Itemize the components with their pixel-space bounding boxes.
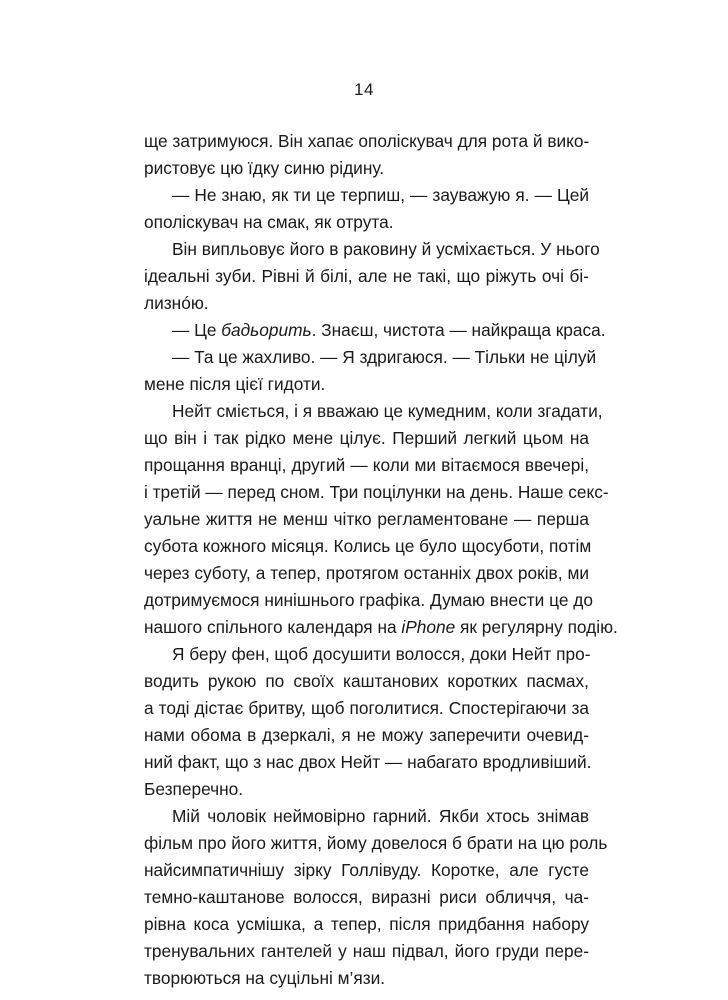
text-line: творюються на суцільні м’язи. bbox=[144, 968, 386, 988]
text-line: фільм про його життя, йому довелося б брати на цю роль bbox=[144, 833, 608, 853]
text-line: субота кожного місяця. Колись це було щосуботи, потім bbox=[144, 536, 592, 556]
text-line: найсимпатичнішу зірку Голлівуду. Коротке, але густе bbox=[144, 860, 589, 880]
text-line bbox=[144, 614, 618, 641]
text-line: Нейт сміється, і я вважаю це кумедним, коли згадати, bbox=[172, 401, 603, 421]
text-line: через суботу, а тепер, протягом останніх двох років, ми bbox=[144, 563, 589, 583]
text-line: Безперечно. bbox=[144, 779, 244, 799]
text-line: а тоді дістає бритву, щоб поголитися. Спостерігаючи за bbox=[144, 698, 589, 718]
text-line: Він випльовує його в раковину й усміхається. У нього bbox=[172, 239, 600, 259]
text-line: темно-каштанове волосся, виразні риси обличчя, ча- bbox=[144, 887, 589, 907]
text-line: ополіскувач на смак, як отрута. bbox=[144, 212, 394, 232]
text-line: Мій чоловік неймовірно гарний. Якби хтось знімав bbox=[172, 806, 589, 826]
text-line: рівна коса усмішка, а тепер, після придбання набору bbox=[144, 914, 589, 934]
text-line: Я беру фен, щоб досушити волосся, доки Нейт про- bbox=[172, 644, 591, 664]
text-line: ристовує цю їдку синю рідину. bbox=[144, 158, 385, 178]
text-line: лизнóю. bbox=[144, 293, 209, 313]
text-line: водить рукою по своїх каштанових коротких пасмах, bbox=[144, 671, 589, 691]
page-number: 14 bbox=[354, 80, 374, 99]
text-line: мене після цієї гидоти. bbox=[144, 374, 326, 394]
text-line: що він і так рідко мене цілує. Перший легкий цьом на bbox=[144, 428, 589, 448]
text-line: нами обома в дзеркалі, я не можу заперечити очевид- bbox=[144, 725, 589, 745]
text-line: і третій — перед сном. Три поцілунки на день. Наше секс- bbox=[144, 482, 609, 502]
text-line: ще затримуюся. Він хапає ополіскувач для рота й вико- bbox=[144, 131, 590, 151]
text-segment: — Це bbox=[172, 320, 222, 340]
text-line: ідеальні зуби. Рівні й білі, але не такі, що ріжуть очі бі- bbox=[144, 266, 589, 286]
text-segment: . Знаєш, чистота — найкраща краса. bbox=[311, 320, 606, 340]
body-text bbox=[144, 128, 618, 992]
emphasized-word: бадьорить bbox=[221, 320, 312, 340]
text-line: прощання вранці, другий — коли ми вітаємося ввечері, bbox=[144, 455, 589, 475]
text-line bbox=[144, 317, 606, 344]
text-line: тренувальних гантелей у наш підвал, його груди пере- bbox=[144, 941, 589, 961]
text-segment: як регулярну подію. bbox=[455, 617, 618, 637]
text-line: — Та це жахливо. — Я здригаюся. — Тільки не цілуй bbox=[172, 347, 597, 367]
text-line: ний факт, що з нас двох Нейт — набагато вродливіший. bbox=[144, 752, 592, 772]
emphasized-word: iPhone bbox=[401, 617, 456, 637]
text-line: дотримуємося нинішнього графіка. Думаю внести це до bbox=[144, 590, 593, 610]
text-segment: нашого спільного календаря на bbox=[144, 617, 402, 637]
text-line: уальне життя не менш чітко регламентоване — перша bbox=[144, 509, 589, 529]
text-line: — Не знаю, як ти це терпиш, — зауважую я. — Цей bbox=[172, 185, 589, 205]
